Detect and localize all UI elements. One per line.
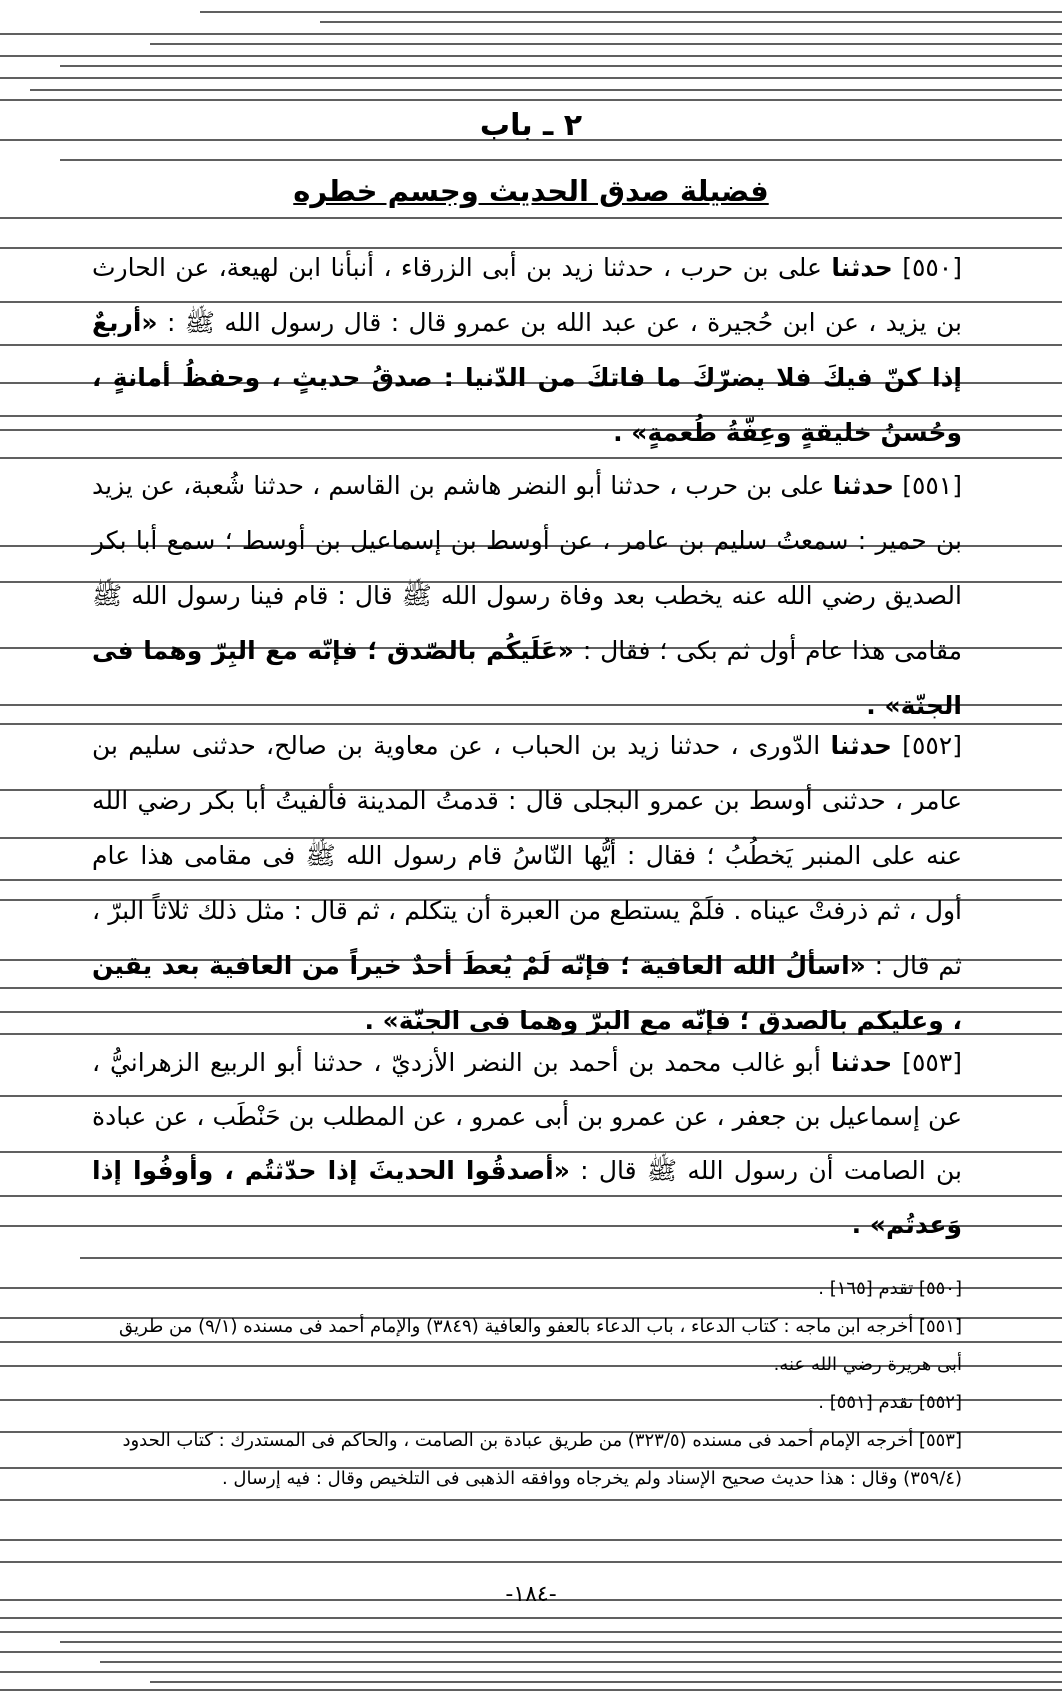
hadith-number: [٥٥٢] [902, 731, 962, 760]
hadith-number: [٥٥١] [902, 471, 963, 500]
hadith-552 [92, 718, 962, 1048]
hadith-number: [٥٥٠] [902, 253, 963, 282]
footnote: [٥٥٠] تقدم [١٦٥] . [818, 1278, 962, 1299]
hadith-matn: «أصدقُوا الحديثَ إذا حدّثتُم ، وأوفُوا إذا وَعدتُم» . [92, 1156, 962, 1239]
hadith-553 [92, 1036, 962, 1252]
hadith-551 [92, 458, 962, 733]
hadith-lead: حدثنا [830, 1048, 893, 1077]
hadith-isnad: على بن حرب ، حدثنا زيد بن أبى الزرقاء ، أنبأنا ابن لهيعة، عن الحارث بن يزيد ، عن ابن حُجيرة ، عن عبد الله بن عمرو قال : قال رسول الله ﷺ : [92, 253, 962, 337]
hadith-isnad: أبو غالب محمد بن أحمد بن النضر الأزديّ ، حدثنا أبو الربيع الزهرانيُّ ، عن إسماعيل بن جعفر ، عن عمرو بن أبى عمرو ، عن المطلب بن حَنْطَب ، عن عبادة بن الصامت أن رسول الله ﷺ قال : [92, 1048, 962, 1185]
hadith-matn: «عَلَيكُم بالصّدق ؛ فإنّه مع البِرّ وهما فى الجنّة» . [92, 636, 962, 720]
footnote: [٥٥٢] تقدم [٥٥١] . [818, 1392, 962, 1413]
chapter-heading: ٢ ـ باب [479, 108, 583, 143]
footnotes [92, 1270, 962, 1498]
hadith-lead: حدثنا [830, 731, 892, 760]
chapter-title: فضيلة صدق الحديث وجسم خطره [293, 174, 769, 208]
hadith-isnad: الدّورى ، حدثنا زيد بن الحباب ، عن معاوية بن صالح، حدثنى سليم بن عامر ، حدثنى أوسط بن عمرو البجلى قال : قدمتُ المدينة فألفيتُ أبا بكر رضي الله عنه على المنبر يَخطُبُ ؛ فقال : أيُّها النّاسُ قام رسول الله ﷺ فى مقامى هذا عام أول ، ثم ذرفتْ عيناه . فلَمْ يستطع من العبرة أن يتكلم ، ثم قال : مثل ذلك ثلاثاً البرّ ، ثم قال : [92, 731, 962, 980]
hadith-matn: «اسألُ الله العافية ؛ فإنّه لَمْ يُعطَ أحدٌ خيراً من العافية بعد يقين ، وعليكم بالصدق ؛ فإنّه مع البرّ وهما فى الجنّة» . [92, 951, 962, 1035]
hadith-lead: حدثنا [831, 253, 893, 282]
footnote: [٥٥١] أخرجه ابن ماجه : كتاب الدعاء ، باب الدعاء بالعفو والعافية (٣٨٤٩) والإمام أحمد فى مسنده (٩/١) من طريق أبى هريرة رضي الله عنه. [119, 1316, 962, 1375]
footnote: [٥٥٣] أخرجه الإمام أحمد فى مسنده (٣٢٣/٥) من طريق عبادة بن الصامت ، والحاكم فى المستدرك : كتاب الحدود (٣٥٩/٤) وقال : هذا حديث صحيح الإسناد ولم يخرجاه ووافقه الذهبى فى التلخيص وقال : فيه إرسال . [122, 1430, 962, 1489]
hadith-lead: حدثنا [832, 471, 895, 500]
page-number: -١٨٤- [505, 1582, 557, 1607]
hadith-matn: «أربعٌ إذا كنّ فيكَ فلا يضرّكَ ما فاتكَ من الدّنيا : صدقُ حديثٍ ، وحفظُ أمانةٍ ، وحُسنُ خليقةٍ وعِفّةُ طُعمةٍ» . [92, 308, 962, 447]
hadith-number: [٥٥٣] [902, 1048, 962, 1077]
hadith-550 [92, 240, 962, 460]
hadith-isnad: على بن حرب ، حدثنا أبو النضر هاشم بن القاسم ، حدثنا شُعبة، عن يزيد بن حمير : سمعتُ سليم بن عامر ، عن أوسط بن إسماعيل بن أوسط ؛ سمع أبا بكر الصديق رضي الله عنه يخطب بعد وفاة رسول الله ﷺ قال : قام فينا رسول الله ﷺ مقامى هذا عام أول ثم بكى ؛ فقال : [92, 471, 962, 665]
